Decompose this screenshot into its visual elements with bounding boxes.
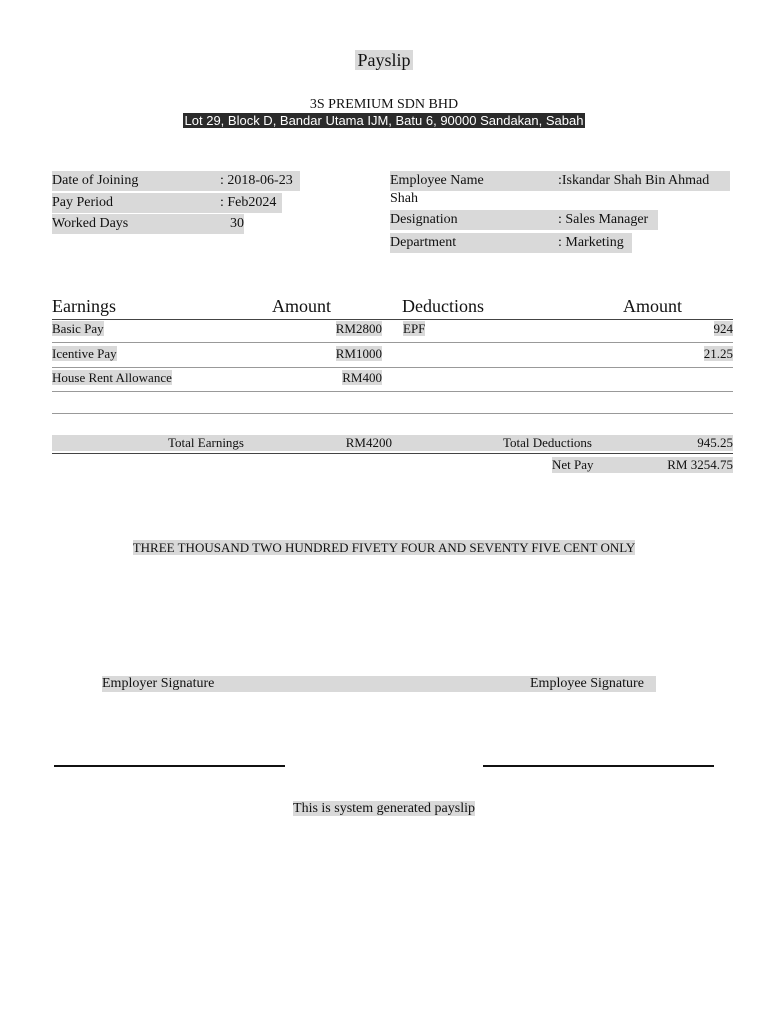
net-pay-value xyxy=(628,457,733,473)
earning-row-1-amount xyxy=(282,321,382,337)
pay-period-value: : Feb2024 xyxy=(220,193,282,213)
row-divider xyxy=(52,367,733,368)
earning-row-2-label xyxy=(52,346,117,362)
department-label: Department xyxy=(390,233,558,253)
amount-in-words xyxy=(0,540,768,556)
earning-row-3-label xyxy=(52,370,172,386)
designation-row xyxy=(390,210,658,230)
row-divider xyxy=(52,413,733,414)
total-earnings-label xyxy=(52,435,244,451)
date-of-joining-label: Date of Joining xyxy=(52,171,220,191)
employee-name-continued: Shah xyxy=(390,191,418,206)
left-info-row-3 xyxy=(52,214,244,234)
department-row xyxy=(390,233,632,253)
worked-days-value: 30 xyxy=(220,214,244,234)
footer-note-text: This is system generated payslip xyxy=(293,801,475,816)
deductions-header: Deductions xyxy=(402,296,484,316)
earning-row-1-label-text: Basic Pay xyxy=(52,321,104,336)
totals-bottom-divider xyxy=(52,453,733,454)
total-earnings-value xyxy=(244,435,392,451)
company-name: 3S PREMIUM SDN BHD xyxy=(309,97,459,112)
deduction-row-1-amount xyxy=(633,321,733,337)
earning-row-3-label-text: House Rent Allowance xyxy=(52,370,172,385)
row-divider xyxy=(52,342,733,343)
designation-value: : Sales Manager xyxy=(558,210,658,230)
earning-row-2-label-text: Icentive Pay xyxy=(52,346,117,361)
employee-name-row xyxy=(390,171,730,191)
employer-signature-text: Employer Signature xyxy=(102,676,215,691)
header-divider xyxy=(52,319,733,320)
date-of-joining-value: : 2018-06-23 xyxy=(220,171,300,191)
earning-row-2-amount-text: RM1000 xyxy=(335,346,382,361)
payslip-title xyxy=(0,50,768,71)
earning-row-1-label xyxy=(52,321,104,337)
pay-period-label: Pay Period xyxy=(52,193,220,213)
total-deductions-value xyxy=(592,435,733,451)
company-address xyxy=(0,113,768,128)
total-deductions-label xyxy=(392,435,592,451)
left-info-row-1 xyxy=(52,171,300,191)
total-earnings-label-text: Total Earnings xyxy=(52,435,244,451)
deduction-row-1-label xyxy=(403,321,425,337)
worked-days-label: Worked Days xyxy=(52,214,220,234)
net-pay-value-text: RM 3254.75 xyxy=(628,457,733,473)
employee-name-value: :Iskandar Shah Bin Ahmad xyxy=(558,171,730,191)
deduction-row-1-amount-text: 924 xyxy=(713,321,733,336)
designation-label: Designation xyxy=(390,210,558,230)
left-info-row-2 xyxy=(52,193,282,213)
deductions-amount-header: Amount xyxy=(623,296,683,316)
earning-row-3-amount xyxy=(282,370,382,386)
total-deductions-label-text: Total Deductions xyxy=(392,435,592,451)
employer-signature-line xyxy=(54,765,285,767)
row-divider xyxy=(52,391,733,392)
total-earnings-value-text: RM4200 xyxy=(244,435,392,451)
earning-row-1-amount-text: RM2800 xyxy=(335,321,382,336)
company-address-text: Lot 29, Block D, Bandar Utama IJM, Batu 6, 90000 Sandakan, Sabah xyxy=(184,113,584,128)
net-pay-label xyxy=(552,457,628,473)
employee-signature-line xyxy=(483,765,714,767)
footer-note xyxy=(0,801,768,817)
earnings-header: Earnings xyxy=(52,296,116,316)
amount-in-words-text: THREE THOUSAND TWO HUNDRED FIVETY FOUR AND SEVENTY FIVE CENT ONLY xyxy=(132,540,636,555)
employee-signature-label: Employee Signature xyxy=(530,676,644,691)
earning-row-3-amount-text: RM400 xyxy=(342,370,382,385)
earnings-amount-header: Amount xyxy=(272,296,332,316)
deduction-row-2-amount-text: 21.25 xyxy=(703,346,733,361)
employee-name-label: Employee Name xyxy=(390,171,558,191)
payslip-title-text: Payslip xyxy=(357,50,411,70)
department-value: : Marketing xyxy=(558,233,632,253)
net-pay-label-text: Net Pay xyxy=(552,457,628,473)
deduction-row-1-label-text: EPF xyxy=(403,321,426,336)
deduction-row-2-amount xyxy=(633,346,733,362)
total-deductions-value-text: 945.25 xyxy=(592,435,733,451)
earning-row-2-amount xyxy=(282,346,382,362)
